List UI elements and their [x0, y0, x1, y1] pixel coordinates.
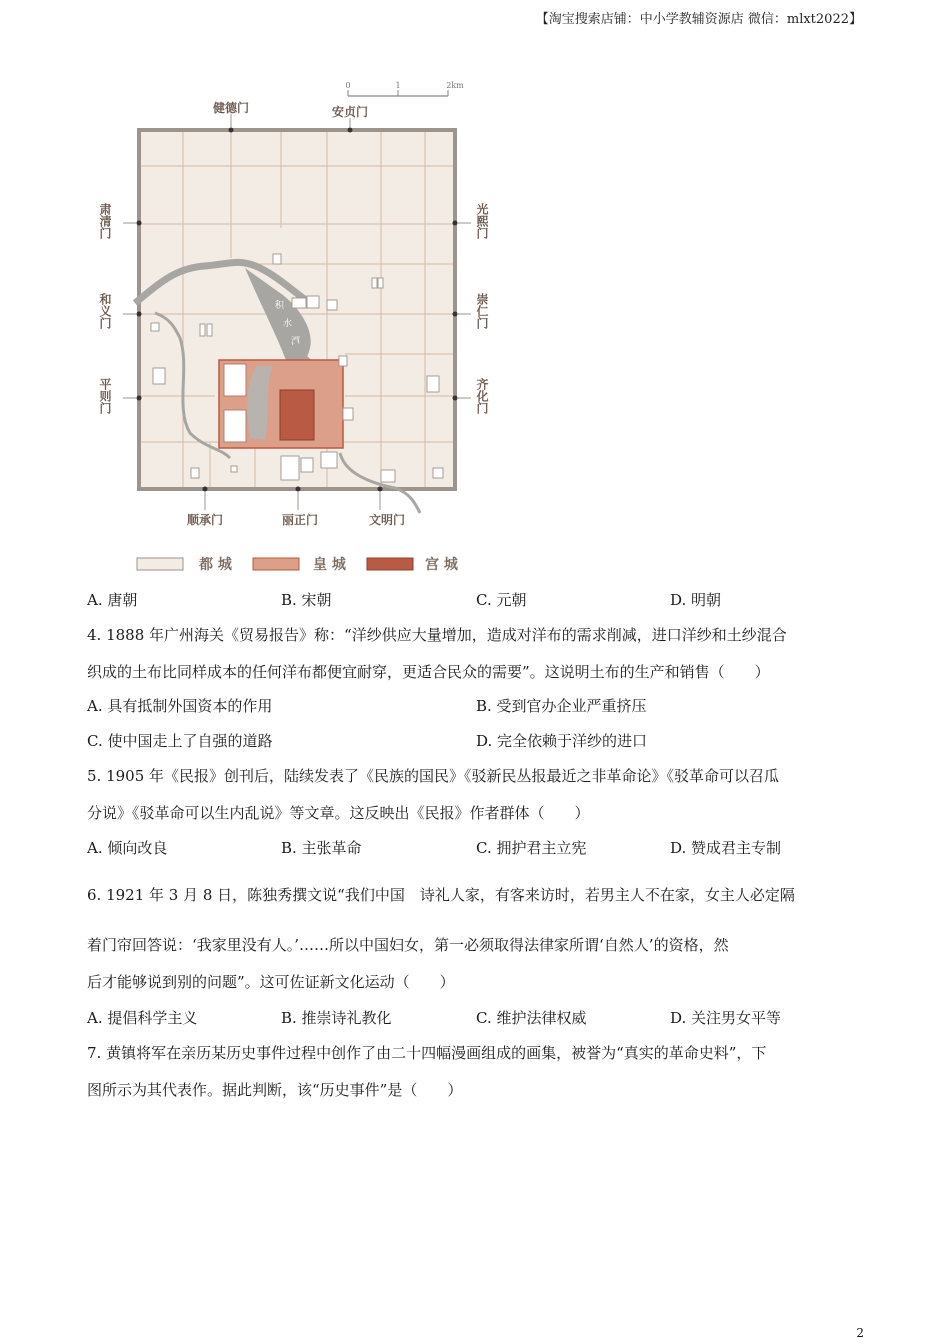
legend-capital: 都 城	[199, 557, 232, 573]
lake-label-1: 积	[275, 301, 285, 311]
q6-option-d: D. 关注男女平等	[670, 1009, 782, 1027]
map-legend	[137, 556, 459, 573]
q3-option-c: C. 元朝	[476, 591, 527, 609]
q5-option-b: B. 主张革命	[281, 839, 362, 857]
q5-option-d: D. 赞成君主专制	[670, 839, 782, 857]
lake-label-2: 水	[283, 319, 293, 329]
q4-option-a: A. 具有抵制外国资本的作用	[87, 697, 273, 715]
q4-option-c: C. 使中国走上了自强的道路	[87, 732, 273, 750]
lake-label-3: 潭	[291, 337, 301, 347]
q6-stem-line1: 6. 1921 年 3 月 8 日，陈独秀撰文说“我们中国 诗礼人家，有客来访时，若男主人不在家，女主人必定隔	[87, 886, 795, 904]
gate-wenming: 文明门	[368, 513, 406, 527]
palace-city	[280, 390, 314, 440]
gate-suqing: 肃清门	[98, 203, 112, 239]
yuan-dadu-map	[95, 78, 495, 578]
gate-lizheng: 丽正门	[281, 513, 319, 527]
q7-stem-line1: 7. 黄镇将军在亲历某历史事件过程中创作了由二十四幅漫画组成的画集，被誉为“真实的革命史料”，下	[87, 1044, 767, 1062]
q6-option-c: C. 维护法律权威	[476, 1009, 587, 1027]
q6-option-a: A. 提倡科学主义	[87, 1009, 198, 1027]
gate-qihua: 齐化门	[475, 378, 489, 414]
scale-bar	[345, 81, 464, 96]
q3-option-a: A. 唐朝	[87, 591, 138, 609]
q5-stem-line1: 5. 1905 年《民报》创刊后，陆续发表了《民族的国民》《驳新民丛报最近之非革命论》《驳革命可以召瓜	[87, 767, 780, 785]
page-number: 2	[856, 1326, 864, 1340]
q4-option-b: B. 受到官办企业严重挤压	[476, 697, 647, 715]
q4-stem-line2: 织成的土布比同样成本的任何洋布都便宜耐穿，更适合民众的需要”。这说明土布的生产和销售（ ）	[87, 663, 770, 681]
gate-heyi: 和义门	[98, 293, 112, 329]
q5-stem-line2: 分说》《驳革命可以生内乱说》等文章。这反映出《民报》作者群体（ ）	[87, 804, 590, 822]
q4-option-d: D. 完全依赖于洋纱的进口	[476, 732, 648, 750]
q3-option-d: D. 明朝	[670, 591, 722, 609]
q5-option-a: A. 倾向改良	[87, 839, 168, 857]
gate-shuncheng: 顺承门	[186, 513, 224, 527]
q7-stem-line2: 图所示为其代表作。据此判断，该“历史事件”是（ ）	[87, 1081, 463, 1099]
q6-stem-line2: 着门帘回答说：‘我家里没有人。’……所以中国妇女，第一必须取得法律家所谓‘自然人’的资格，然	[87, 936, 729, 954]
legend-imperial: 皇 城	[313, 557, 346, 573]
scale-label-2: 2km	[446, 81, 464, 90]
q3-option-b: B. 宋朝	[281, 591, 332, 609]
q6-option-b: B. 推崇诗礼教化	[281, 1009, 392, 1027]
legend-palace: 宫 城	[425, 557, 458, 573]
gate-chongren: 崇仁门	[475, 293, 489, 329]
q6-stem-line3: 后才能够说到别的问题”。这可佐证新文化运动（ ）	[87, 973, 455, 991]
gate-guangxi: 光熙门	[475, 203, 489, 239]
scale-label-0: 0	[345, 81, 351, 90]
page-header: 【淘宝搜索店铺：中小学教辅资源店 微信：mlxt2022】	[535, 12, 862, 27]
q5-option-c: C. 拥护君主立宪	[476, 839, 587, 857]
q4-stem-line1: 4. 1888 年广州海关《贸易报告》称：“洋纱供应大量增加，造成对洋布的需求削减，进口洋纱和土纱混合	[87, 626, 787, 644]
gate-pingze: 平则门	[98, 378, 112, 414]
scale-label-1: 1	[395, 81, 401, 90]
gate-jiande: 健德门	[212, 101, 250, 115]
gate-anzhen: 安贞门	[331, 105, 369, 119]
